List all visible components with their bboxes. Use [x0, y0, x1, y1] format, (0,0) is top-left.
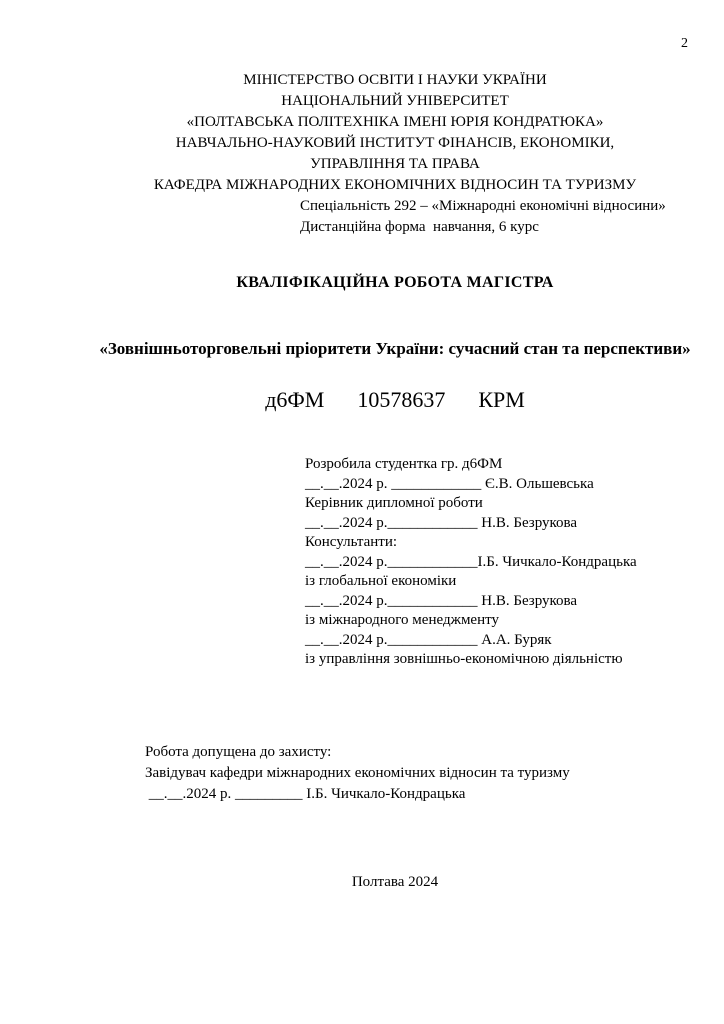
city-year: Полтава 2024: [351, 873, 439, 890]
signature-line-supervisor-sign: __.__.2024 р.____________ Н.В. Безрукова: [305, 514, 578, 531]
signature-line-consultant1-sign: __.__.2024 р.____________І.Б. Чичкало-Кондрацька: [305, 553, 637, 570]
work-title: «Зовнішньоторговельні пріоритети України: сучасний стан та перспективи»: [99, 339, 691, 358]
signature-line-consultant1-area: із глобальної економіки: [305, 573, 457, 589]
signature-line-consultant3-sign: __.__.2024 р.____________ А.А. Буряк: [305, 631, 552, 648]
study-form-line: Дистанційна форма навчання, 6 курс: [300, 219, 539, 235]
admission-block: [145, 742, 694, 805]
admission-line-statement: Робота допущена до захисту:: [145, 743, 332, 760]
header-line-university-name: «ПОЛТАВСЬКА ПОЛІТЕХНІКА ІМЕНІ ЮРІЯ КОНДРАТЮКА»: [186, 114, 604, 130]
admission-line-head-role: Завідувач кафедри міжнародних економічних відносин та туризму: [145, 764, 570, 781]
header-line-institute-cont: УПРАВЛІННЯ ТА ПРАВА: [310, 156, 480, 172]
work-code: д6ФМ 10578637 КРМ: [265, 387, 525, 412]
signature-line-supervisor-role: Керівник дипломної роботи: [305, 495, 483, 511]
header-line-university: НАЦІОНАЛЬНИЙ УНІВЕРСИТЕТ: [281, 93, 509, 109]
page-number: 2: [681, 36, 688, 51]
signatures-block: [305, 455, 694, 670]
signature-line-consultant3-area: із управління зовнішньо-економічною діяльністю: [305, 651, 623, 667]
specialty-line: Спеціальність 292 – «Міжнародні економічні відносини»: [300, 198, 666, 214]
header-line-department: КАФЕДРА МІЖНАРОДНИХ ЕКОНОМІЧНИХ ВІДНОСИН ТА ТУРИЗМУ: [153, 177, 637, 193]
signature-line-student-role: Розробила студентка гр. д6ФМ: [305, 456, 503, 472]
university-header: [96, 70, 694, 196]
signature-line-consultant2-sign: __.__.2024 р.____________ Н.В. Безрукова: [305, 592, 578, 609]
work-type-heading: КВАЛІФІКАЦІЙНА РОБОТА МАГІСТРА: [236, 274, 554, 291]
admission-line-head-sign: __.__.2024 р. _________ І.Б. Чичкало-Кондрацька: [145, 785, 466, 802]
signature-line-consultants-heading: Консультанти:: [305, 534, 398, 550]
signature-line-consultant2-area: із міжнародного менеджменту: [305, 612, 499, 628]
specialty-block: [96, 196, 694, 238]
signature-line-student-sign: __.__.2024 р. ____________ Є.В. Ольшевська: [305, 475, 594, 492]
header-line-ministry: МІНІСТЕРСТВО ОСВІТИ І НАУКИ УКРАЇНИ: [243, 72, 547, 88]
header-line-institute: НАВЧАЛЬНО-НАУКОВИЙ ІНСТИТУТ ФІНАНСІВ, ЕКОНОМІКИ,: [175, 135, 615, 151]
